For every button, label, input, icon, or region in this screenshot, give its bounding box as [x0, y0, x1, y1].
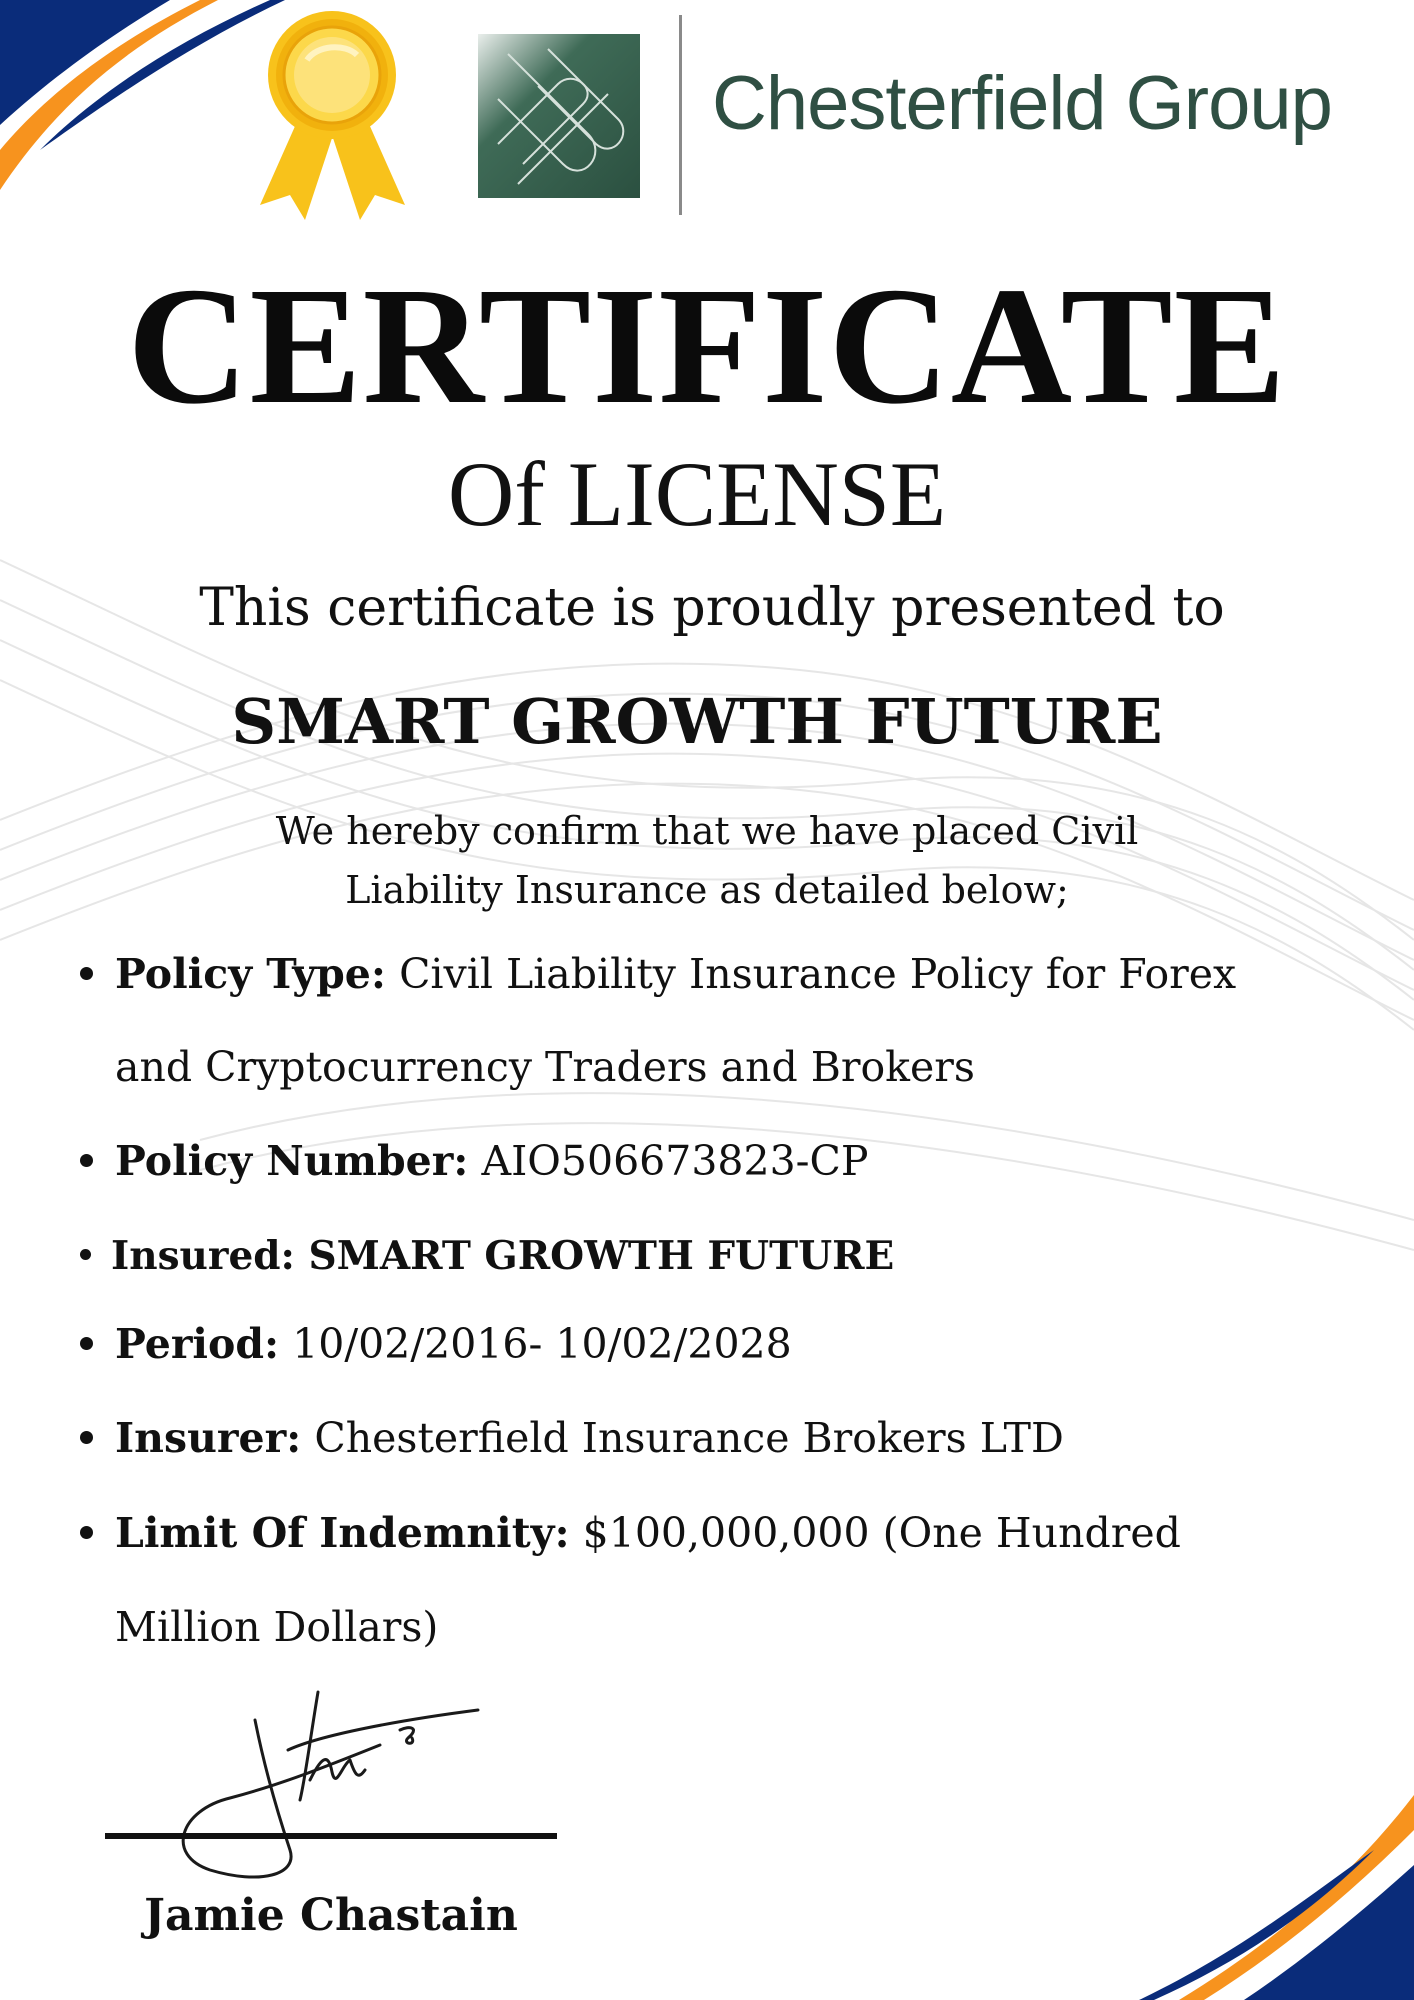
- period-label: Period:: [115, 1320, 280, 1368]
- confirmation-text: [207, 802, 1207, 920]
- insurer-value: Chesterfield Insurance Brokers LTD: [314, 1414, 1064, 1462]
- detail-insurer: [115, 1414, 1064, 1462]
- presented-text: This certificate is proudly presented to: [199, 578, 1225, 638]
- detail-period: [115, 1320, 792, 1368]
- limit-value: $100,000,000 (One Hundred: [582, 1509, 1181, 1557]
- award-ribbon-icon: [255, 5, 410, 220]
- handwritten-signature: [170, 1680, 490, 1880]
- chesterfield-logo-icon: [478, 34, 640, 198]
- bullet-icon: [80, 1154, 93, 1167]
- bullet-icon: [80, 1249, 91, 1260]
- bullet-icon: [80, 1337, 93, 1350]
- signature-line: [105, 1833, 557, 1839]
- detail-limit-continued: [115, 1603, 438, 1651]
- signer-name: Jamie Chastain: [144, 1890, 518, 1941]
- insured-label: Insured:: [111, 1233, 295, 1279]
- certificate-title: CERTIFICATE: [127, 253, 1287, 439]
- limit-value-continued: Million Dollars): [115, 1603, 439, 1651]
- confirmation-line-1: We hereby confirm that we have placed Civil: [275, 809, 1139, 853]
- detail-policy-type-continued: [115, 1043, 975, 1091]
- detail-limit-of-indemnity: [115, 1509, 1181, 1557]
- detail-policy-number: [115, 1137, 869, 1185]
- confirmation-line-2: Liability Insurance as detailed below;: [345, 868, 1069, 912]
- policy-number-label: Policy Number:: [115, 1137, 469, 1185]
- corner-swoosh-bottom-right: [1094, 1760, 1414, 2000]
- brand-name: Chesterfield Group: [712, 61, 1332, 146]
- recipient-name: SMART GROWTH FUTURE: [231, 685, 1163, 758]
- logo-divider: [679, 15, 682, 215]
- bullet-icon: [80, 1526, 93, 1539]
- policy-type-label: Policy Type:: [115, 950, 387, 998]
- limit-label: Limit Of Indemnity:: [115, 1509, 570, 1557]
- policy-type-value: Civil Liability Insurance Policy for Forex: [399, 950, 1237, 998]
- policy-number-value: AIO506673823-CP: [481, 1137, 869, 1185]
- insured-value: SMART GROWTH FUTURE: [308, 1233, 895, 1279]
- insurer-label: Insurer:: [115, 1414, 302, 1462]
- certificate-subtitle: Of LICENSE: [447, 443, 947, 545]
- bullet-icon: [80, 1431, 93, 1444]
- period-value: 10/02/2016- 10/02/2028: [292, 1320, 792, 1368]
- bullet-icon: [80, 967, 93, 980]
- policy-type-value-continued: and Cryptocurrency Traders and Brokers: [115, 1043, 975, 1091]
- detail-insured: [111, 1233, 894, 1279]
- detail-policy-type: [115, 950, 1236, 998]
